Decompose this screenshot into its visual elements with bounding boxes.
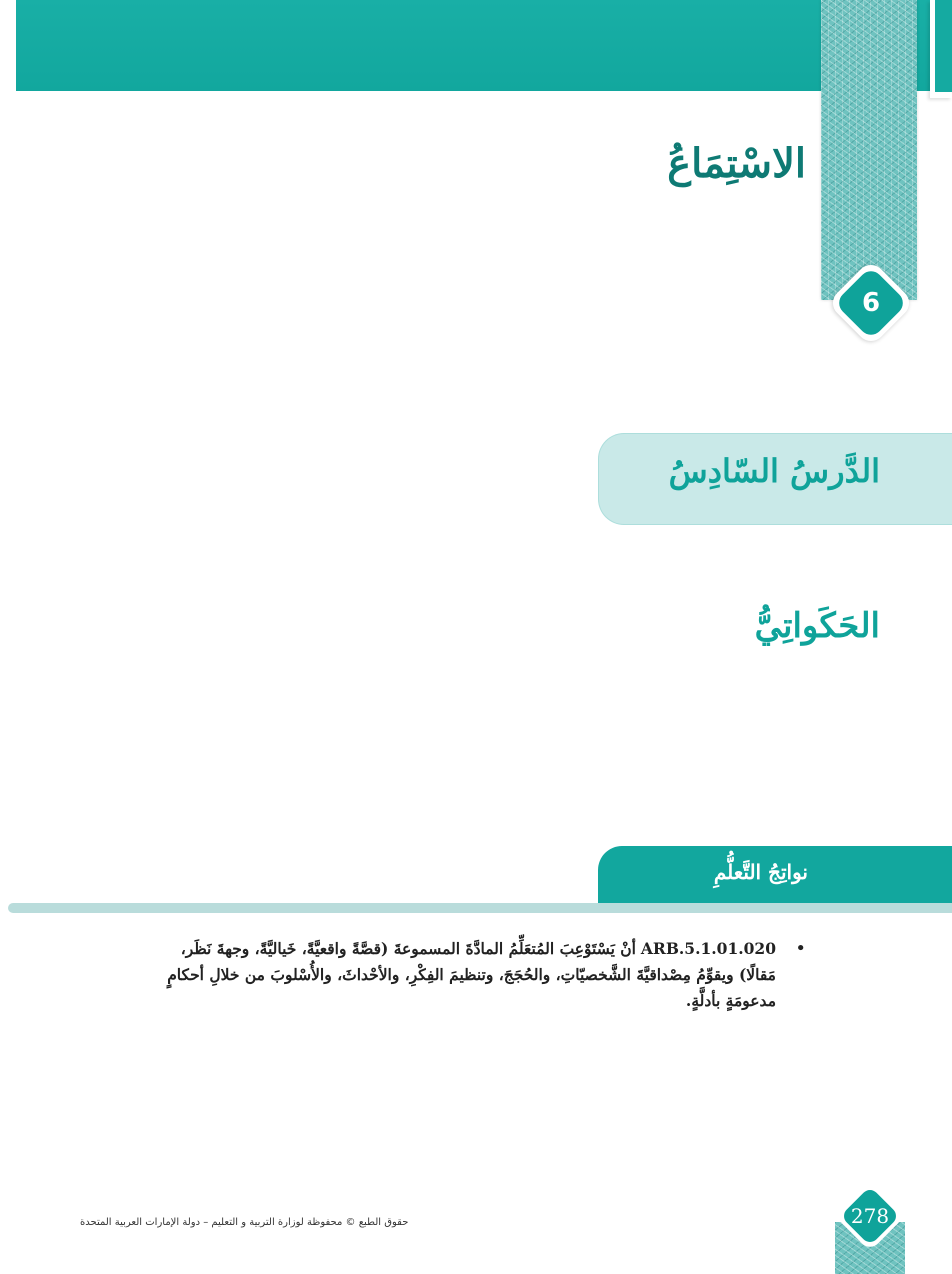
bullet-icon: • xyxy=(795,938,806,959)
outcome-text: أنْ يَسْتَوْعِبَ المُتعَلِّمُ المادَّةَ المسموعةَ (قصَّةً واقعيَّةً، خَياليَّةً، وجهةَ نَظَر، مَقالًا) ويقوِّمُ مِصْداقيَّةَ الشَّخصيّاتِ، والحُجَجَ، وتنظيمَ الفِكْرِ، والأحْداثَ، والأُسْلوبَ من خلالِ أحكامٍ مدعومَةٍ بأدلَّةٍ. xyxy=(167,939,776,1010)
unit-title: الاسْتِمَاعُ xyxy=(667,140,806,187)
top-banner xyxy=(16,0,952,91)
page-number: 278 xyxy=(850,1204,890,1228)
unit-number: 6 xyxy=(861,288,881,318)
unit-ribbon xyxy=(821,0,917,300)
learning-outcomes-divider xyxy=(8,903,952,913)
lesson-title: الدَّرسُ السّادِسُ xyxy=(668,452,880,490)
learning-outcomes-list xyxy=(140,936,808,1014)
unit-number-badge xyxy=(826,258,916,348)
learning-outcomes-heading: نواتِجُ التَّعلُّمِ xyxy=(713,860,808,884)
topic-title: الحَكَواتِيُّ xyxy=(754,606,880,646)
outcome-code: ARB.5.1.01.020 xyxy=(640,939,776,958)
list-item xyxy=(140,936,808,1014)
footer-copyright: حقوق الطبع © محفوظة لوزارة التربية و التعليم – دولة الإمارات العربية المتحدة xyxy=(80,1217,409,1228)
page-number-badge xyxy=(834,1180,906,1252)
ribbon-edge-inner xyxy=(935,0,952,92)
